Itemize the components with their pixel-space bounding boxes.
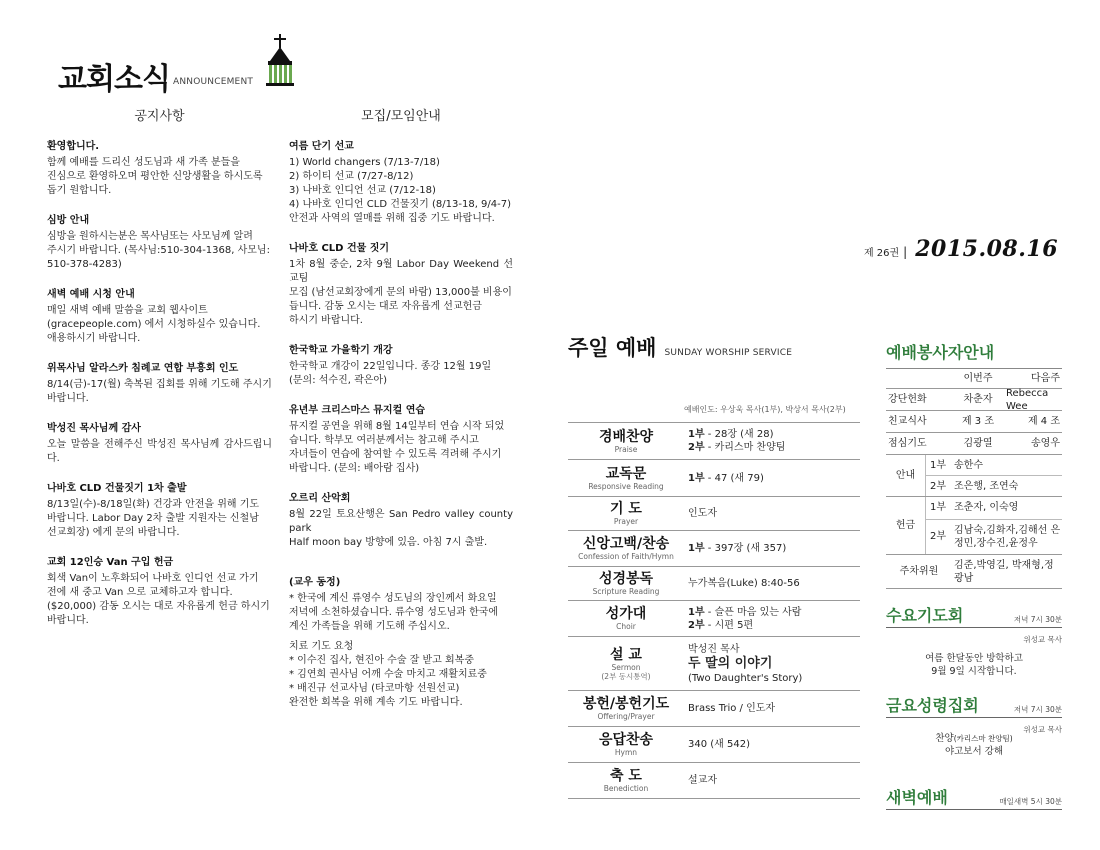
notice-title: 환영합니다. xyxy=(47,141,100,152)
worship-item-detail: - 397장 (새 357) xyxy=(704,543,787,554)
worship-row xyxy=(568,497,860,531)
worship-row xyxy=(568,637,860,691)
worship-item-ko: 기 도 xyxy=(610,501,642,517)
names-cell: 송한수 xyxy=(954,459,983,471)
table-row xyxy=(886,497,1062,555)
table-row xyxy=(886,433,1062,455)
worship-item-detail: - 47 (새 79) xyxy=(704,472,764,484)
part-cell: 1부 xyxy=(929,502,947,514)
worship-item-ko: 응답찬송 xyxy=(598,732,654,748)
worship-item-en: Hymn xyxy=(614,748,638,757)
gathering-line: 1차 8월 중순, 2차 9월 Labor Day Weekend 선교팀 xyxy=(289,259,513,284)
worship-item-detail: Brass Trio / 인도자 xyxy=(688,703,776,714)
worship-item-en: Scripture Reading xyxy=(592,587,660,596)
gatherings-heading: 모집/모임안내 xyxy=(361,109,441,124)
next-week-cell: 송영우 xyxy=(1031,438,1060,449)
worship-item-ko: 신앙고백/찬송 xyxy=(582,536,670,552)
this-week-cell: 차춘자 xyxy=(963,394,993,405)
role-cell: 점심기도 xyxy=(888,438,927,449)
notice-line: 진심으로 환영하오며 평안한 신앙생활을 하시도록 xyxy=(47,171,263,182)
part-cell: 2부 xyxy=(929,531,947,543)
gatherings-column xyxy=(289,140,513,726)
gathering-line: 바랍니다. (문의: 배아람 집사) xyxy=(289,463,420,474)
servants-title: 예배봉사자안내 xyxy=(886,343,995,362)
friday-line-sub: (카리스마 찬양팀) xyxy=(953,734,1013,743)
part-cell: 2부 xyxy=(929,480,947,492)
role-cell: 친교식사 xyxy=(888,416,927,427)
friday-section xyxy=(886,694,1062,774)
worship-row xyxy=(568,763,860,799)
worship-item-detail: - 카리스마 찬양팀 xyxy=(704,442,786,453)
worship-title: 주일 예배 xyxy=(568,336,657,360)
worship-item-ko: 성가대 xyxy=(605,606,647,622)
notice-line: 매일 새벽 예배 말씀을 교회 웹사이트 xyxy=(47,305,208,316)
notice-title: 새벽 예배 시청 안내 xyxy=(47,289,135,300)
worship-row xyxy=(568,727,860,763)
page-header xyxy=(58,34,318,97)
names-cell: 김남숙,김화자,김해선 은정민,장수진,윤정우 xyxy=(954,524,1061,549)
notice-line: 주시기 바랍니다. (목사님:510-304-1368, 사모님: xyxy=(47,245,270,256)
part-label: 1부 xyxy=(688,606,705,618)
gathering-line: 한국학교 개강이 22일입니다. 종강 12월 19일 xyxy=(289,361,492,372)
worship-item-ko: 축 도 xyxy=(610,768,642,784)
sermon-title-en: (Two Daughter's Story) xyxy=(688,672,803,684)
gathering-title: (교우 동정) xyxy=(289,577,341,588)
worship-item-en: Offering/Prayer xyxy=(597,712,655,721)
worship-item-detail: - 28장 (새 28) xyxy=(704,429,774,440)
notice-item xyxy=(47,140,272,198)
gathering-line: 3) 나바호 인디언 선교 (7/12-18) xyxy=(289,185,436,196)
gathering-line: * 이수진 집사, 현진아 수술 잘 받고 회복중 xyxy=(289,655,474,666)
dawn-title: 새벽예배 xyxy=(886,788,948,807)
page-title: 교회소식 xyxy=(58,62,170,97)
worship-item-detail: 설교자 xyxy=(688,775,717,786)
role-cell: 강단헌화 xyxy=(888,394,927,405)
worship-item-en: Praise xyxy=(614,444,638,454)
part-label: 2부 xyxy=(688,442,705,453)
notices-column xyxy=(47,140,272,644)
worship-item-ko: 봉헌/봉헌기도 xyxy=(582,696,670,712)
servants-section xyxy=(886,340,1062,584)
worship-item-detail: 누가복음(Luke) 8:40-56 xyxy=(688,578,800,589)
wednesday-line: 여름 한달동안 방학하고 xyxy=(925,653,1023,664)
gathering-title: 여름 단기 선교 xyxy=(289,141,354,152)
names-cell: 조춘자, 이숙영 xyxy=(954,502,1019,514)
gathering-line: 뮤지컬 공연을 위해 8월 14일부터 연습 시작 되었 xyxy=(289,421,505,432)
worship-item-en: Responsive Reading xyxy=(588,481,664,491)
worship-section xyxy=(568,332,860,793)
notice-item xyxy=(47,288,272,346)
wednesday-title: 수요기도회 xyxy=(886,606,964,625)
worship-item-en: Prayer xyxy=(613,517,639,526)
this-week-cell: 김광열 xyxy=(963,438,993,449)
gathering-line: 계신 가족들을 위해 기도해 주십시오. xyxy=(289,621,450,632)
next-week-cell: Rebecca Wee xyxy=(1006,387,1049,412)
worship-row xyxy=(568,531,860,567)
notice-line: 8/14(금)-17(월) 축복된 집회를 위해 기도해 주시기 xyxy=(47,379,272,390)
notice-line: 회색 Van이 노후화되어 나바호 인디언 선교 가기 xyxy=(47,573,259,584)
notice-line: ($20,000) 감동 오시는 대로 자유롭게 헌금 하시기 xyxy=(47,601,270,612)
gathering-line: 자녀들이 연습에 참여할 수 있도록 격려해 주시기 xyxy=(289,449,502,460)
worship-row xyxy=(568,567,860,601)
worship-item-detail: 인도자 xyxy=(688,508,717,519)
gathering-title: 오르리 산악회 xyxy=(289,493,351,504)
gathering-item xyxy=(289,576,513,710)
notice-item xyxy=(47,556,272,628)
notice-item xyxy=(47,482,272,540)
sermon-title: 두 딸의 이야기 xyxy=(688,655,773,671)
sermon-preacher: 박성진 목사 xyxy=(688,643,740,655)
friday-time: 저녁 7시 30분 xyxy=(1013,705,1062,714)
worship-item-detail: - 슬픈 마음 있는 사람 xyxy=(704,606,802,618)
gathering-line: 모집 (남선교회장에게 문의 바람) 13,000불 비용이 xyxy=(289,287,512,298)
wednesday-section xyxy=(886,604,1062,684)
gathering-title: 나바호 CLD 건물 짓기 xyxy=(289,243,390,254)
this-week-cell: 제 3 조 xyxy=(961,416,995,427)
wednesday-speaker: 위성교 목사 xyxy=(1023,635,1062,644)
worship-item-ko: 설 교 xyxy=(610,646,642,663)
worship-item-en: Choir xyxy=(616,622,636,631)
gathering-line: * 한국에 계신 류영수 성도님의 장인께서 화요일 xyxy=(289,593,497,604)
notice-line: 애용하시기 바랍니다. xyxy=(47,333,141,344)
part-label: 2부 xyxy=(688,619,705,631)
notice-title: 박성진 목사님께 감사 xyxy=(47,423,141,434)
page-title-en: ANNOUNCEMENT xyxy=(173,77,254,87)
worship-leaders: 예배인도: 우상욱 목사(1부), 박상서 목사(2부) xyxy=(684,405,846,414)
worship-item-en: Benediction xyxy=(603,784,649,793)
gathering-line: * 배진규 선교사님 (타코마항 선원선교) xyxy=(289,683,460,694)
next-week-cell: 제 4 조 xyxy=(1027,416,1060,427)
dawn-section xyxy=(886,786,1062,812)
friday-speaker: 위성교 목사 xyxy=(1023,725,1062,734)
worship-item-ko: 성경봉독 xyxy=(598,571,654,587)
gathering-line: 하시기 바랍니다. xyxy=(289,315,363,326)
gathering-line: 2) 하이티 선교 (7/27-8/12) xyxy=(289,171,414,182)
friday-line: 야고보서 강해 xyxy=(944,746,1004,757)
gathering-line: Half moon bay 방향에 있음. 아침 7시 출발. xyxy=(289,537,488,548)
issue-date: 2015.08.16 xyxy=(915,236,1058,262)
worship-item-detail: 340 (새 542) xyxy=(688,739,750,750)
gathering-line: 저녁에 소천하셨습니다. 류수영 성도님과 한국에 xyxy=(289,607,499,618)
notice-item xyxy=(47,214,272,272)
notice-line: 선교회장) 에게 문의 바랍니다. xyxy=(47,527,180,538)
dawn-time: 매일새벽 5시 30분 xyxy=(999,797,1062,806)
worship-item-ko: 경배찬양 xyxy=(598,428,654,445)
table-row xyxy=(886,411,1062,433)
table-row xyxy=(886,455,1062,497)
worship-item-en: Confession of Faith/Hymn xyxy=(578,552,674,561)
servants-table xyxy=(886,368,1062,589)
friday-line: 찬양 xyxy=(935,733,954,744)
worship-order xyxy=(568,422,860,799)
gathering-line: 치료 기도 요청 xyxy=(289,641,354,652)
gathering-line: 습니다. 학부모 여러분께서는 참고해 주시고 xyxy=(289,435,479,446)
issue-volume: 제 26권 xyxy=(863,248,900,259)
part-label: 1부 xyxy=(688,429,705,440)
notice-line: 오늘 말씀을 전해주신 박성진 목사님께 감사드립니다. xyxy=(47,439,272,464)
guide-group-cell: 안내 xyxy=(886,455,926,496)
notice-title: 심방 안내 xyxy=(47,215,90,226)
issue-separator: | xyxy=(903,245,908,259)
notices-heading: 공지사항 xyxy=(134,109,185,124)
gathering-line: 듭니다. 감동 오시는 대로 자유롭게 선교헌금 xyxy=(289,301,482,312)
notice-line: 바랍니다. Labor Day 2차 출발 지원자는 신철남 xyxy=(47,513,259,524)
notice-line: 510-378-4283) xyxy=(47,259,122,270)
notice-title: 나바호 CLD 건물짓기 1차 출발 xyxy=(47,483,187,494)
gathering-line: 8월 22일 토요산행은 San Pedro valley county park xyxy=(289,509,513,534)
table-row xyxy=(886,555,1062,589)
role-cell: 주차위원 xyxy=(899,566,939,577)
notice-line: 8/13일(수)-8/18일(화) 건강과 안전을 위해 기도 xyxy=(47,499,260,510)
gathering-line: (문의: 석수진, 곽은아) xyxy=(289,375,387,386)
gathering-line: 4) 나바호 인디언 CLD 건물짓기 (8/13-18, 9/4-7) xyxy=(289,199,512,210)
worship-title-en: SUNDAY WORSHIP SERVICE xyxy=(664,348,793,358)
gathering-item xyxy=(289,404,513,476)
worship-row xyxy=(568,601,860,637)
notice-line: 바랍니다. xyxy=(47,615,89,626)
friday-title: 금요성령집회 xyxy=(886,696,979,715)
church-icon xyxy=(260,34,300,92)
names-cell: 조은행, 조연숙 xyxy=(954,480,1019,492)
gathering-line: 1) World changers (7/13-7/18) xyxy=(289,157,440,168)
part-cell: 1부 xyxy=(929,459,947,471)
table-row xyxy=(886,389,1062,411)
notice-item xyxy=(47,362,272,406)
col-next-week: 다음주 xyxy=(1031,373,1060,384)
notice-line: 전에 새 중고 Van 으로 교체하고자 합니다. xyxy=(47,587,233,598)
gathering-item xyxy=(289,344,513,388)
worship-row xyxy=(568,423,860,460)
names-cell: 김준,박영길, 박재형,정광남 xyxy=(954,559,1054,584)
wednesday-time: 저녁 7시 30분 xyxy=(1013,615,1062,624)
notice-line: 돕기 원합니다. xyxy=(47,185,112,196)
gathering-line: 안전과 사역의 열매를 위해 집중 기도 바랍니다. xyxy=(289,213,495,224)
notice-title: 교회 12인승 Van 구입 헌금 xyxy=(47,557,174,568)
part-label: 1부 xyxy=(688,472,705,484)
notice-line: 바랍니다. xyxy=(47,393,89,404)
gathering-line: 완전한 회복을 위해 계속 기도 바랍니다. xyxy=(289,697,463,708)
gathering-item xyxy=(289,492,513,550)
notice-item xyxy=(47,422,272,466)
worship-item-en: Sermon xyxy=(611,662,641,672)
part-label: 1부 xyxy=(688,543,705,554)
offering-group-cell: 헌금 xyxy=(886,497,926,554)
notice-line: (gracepeople.com) 에서 시청하실수 있습니다. xyxy=(47,319,261,330)
notice-line: 함께 예배를 드리신 성도님과 새 가족 분들을 xyxy=(47,157,240,168)
gathering-title: 유년부 크리스마스 뮤지컬 연습 xyxy=(289,405,426,416)
worship-row xyxy=(568,460,860,497)
issue-info xyxy=(864,236,1058,262)
worship-item-detail: - 시편 5편 xyxy=(704,619,754,631)
gathering-item xyxy=(289,242,513,328)
worship-item-ko: 교독문 xyxy=(605,465,647,482)
notice-line: 심방을 원하시는분은 목사님또는 사모님께 알려 xyxy=(47,231,253,242)
col-this-week: 이번주 xyxy=(963,373,993,384)
notice-title: 위목사님 알라스카 침례교 연합 부흥회 인도 xyxy=(47,363,239,374)
gathering-item xyxy=(289,140,513,226)
interpretation-note: (2부 동시통역) xyxy=(601,671,651,681)
worship-row xyxy=(568,691,860,727)
wednesday-line: 9월 9일 시작합니다. xyxy=(931,666,1017,677)
gathering-line: * 김연희 권사님 어깨 수술 마치고 재활치료중 xyxy=(289,669,487,680)
gathering-title: 한국학교 가을학기 개강 xyxy=(289,345,393,356)
